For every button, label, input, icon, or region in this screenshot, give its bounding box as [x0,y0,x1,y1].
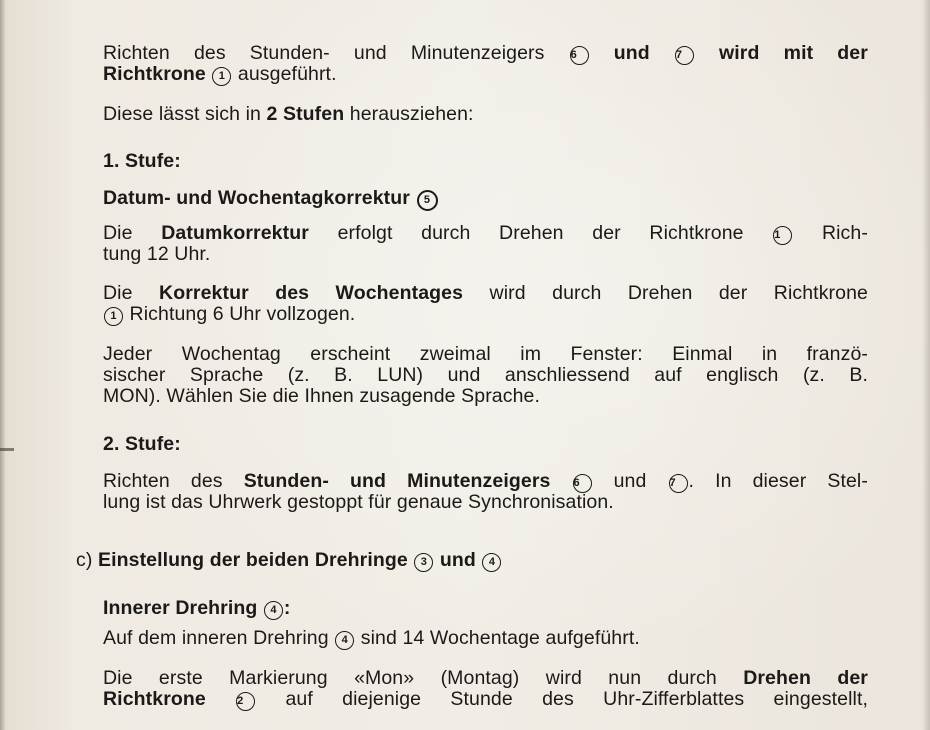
text-span: . In dieser Stel- [688,470,868,492]
text-line-2 [103,63,337,86]
text-line-1 [103,42,868,65]
subheading-date-weekday [103,187,439,211]
text-span: 1. Stufe: [103,150,181,172]
text-line-7 [103,243,210,265]
circled-number-5: 5 [417,190,438,211]
text-span: wird durch Drehen der Richtkrone [489,282,868,304]
text-span: c) [76,549,93,571]
text-line-9 [103,303,355,326]
text-line-18 [103,627,640,650]
page-right-shadow [922,0,930,730]
text-span: Auf dem inneren Drehring [103,627,329,649]
subheading-inner-ring [103,597,291,620]
text-line-8 [103,282,868,304]
text-span: Rich- [821,222,868,244]
text-span: Stunden- und Minutenzeigers [243,470,551,492]
text-span: lung ist das Uhrwerk gestoppt für genaue Synchronisation. [103,491,614,513]
text-span: 2 Stufen [266,103,345,125]
text-span: Diese lässt sich in [103,103,261,125]
circled-number-6: 6 [570,46,589,65]
circled-number-4: 4 [482,553,501,572]
text-span: Richtkrone [103,688,206,710]
text-span: herausziehen: [349,103,474,125]
text-span: und [439,549,476,571]
text-span: und [613,42,650,64]
text-span: : [283,597,291,619]
text-span: Datum- und Wochentagkorrektur [103,187,410,209]
text-span: Die [103,222,133,244]
circled-number-7: 7 [675,46,694,65]
circled-number-3: 3 [414,553,433,572]
circled-number-1: 1 [212,67,231,86]
text-span: sind 14 Wochentage aufgeführt. [360,627,640,649]
text-span: sischer Sprache (z. B. LUN) und anschliessend auf englisch (z. B. [103,364,868,386]
text-span: auf diejenige Stunde des Uhr-Zifferblattes eingestellt, [285,688,868,710]
text-span: Richten des [103,470,223,492]
text-span: Richtkrone [103,63,206,85]
text-span: Jeder Wochentag erscheint zweimal im Fenster: Einmal in franzö- [103,343,868,365]
text-span: Korrektur des Wochentages [159,282,464,304]
text-span: Einstellung der beiden Drehringe [97,549,408,571]
circled-number-1: 1 [104,307,123,326]
text-line-14 [103,470,868,493]
binding-mark [0,448,14,451]
page-left-shadow [0,0,6,730]
text-line-19 [103,667,868,689]
circled-number-4: 4 [335,631,354,650]
text-span: Die erste Markierung «Mon» (Montag) wird nun durch [103,667,717,689]
text-line-3 [103,103,474,125]
text-span: Innerer Drehring [103,597,258,619]
text-line-10 [103,343,868,365]
text-line-20 [103,688,868,711]
text-line-11 [103,364,868,386]
text-span: Datumkorrektur [161,222,309,244]
circled-number-1: 1 [773,226,792,245]
text-span: MON). Wählen Sie die Ihnen zusagende Sprache. [103,385,540,407]
circled-number-6: 6 [573,474,592,493]
text-span: Richten des Stunden- und Minutenzeigers [103,42,545,64]
section-heading-stage-1 [103,150,181,172]
circled-number-4: 4 [264,601,283,620]
text-span: tung 12 Uhr. [103,243,211,265]
text-span: 2. Stufe: [103,433,181,455]
text-span: Drehen der [743,667,868,689]
section-heading-c [76,549,502,572]
text-span: ausgeführt. [237,63,337,85]
text-span: erfolgt durch Drehen der Richtkrone [337,222,744,244]
section-heading-stage-2 [103,433,181,455]
text-line-12 [103,385,540,407]
text-line-15 [103,491,614,513]
text-line-6 [103,222,868,245]
text-span: Die [103,282,133,304]
text-span: Richtung 6 Uhr vollzogen. [129,303,356,325]
text-span: wird mit der [719,42,868,64]
circled-number-7: 7 [669,474,688,493]
text-span: und [613,470,647,492]
circled-number-2: 2 [236,692,255,711]
